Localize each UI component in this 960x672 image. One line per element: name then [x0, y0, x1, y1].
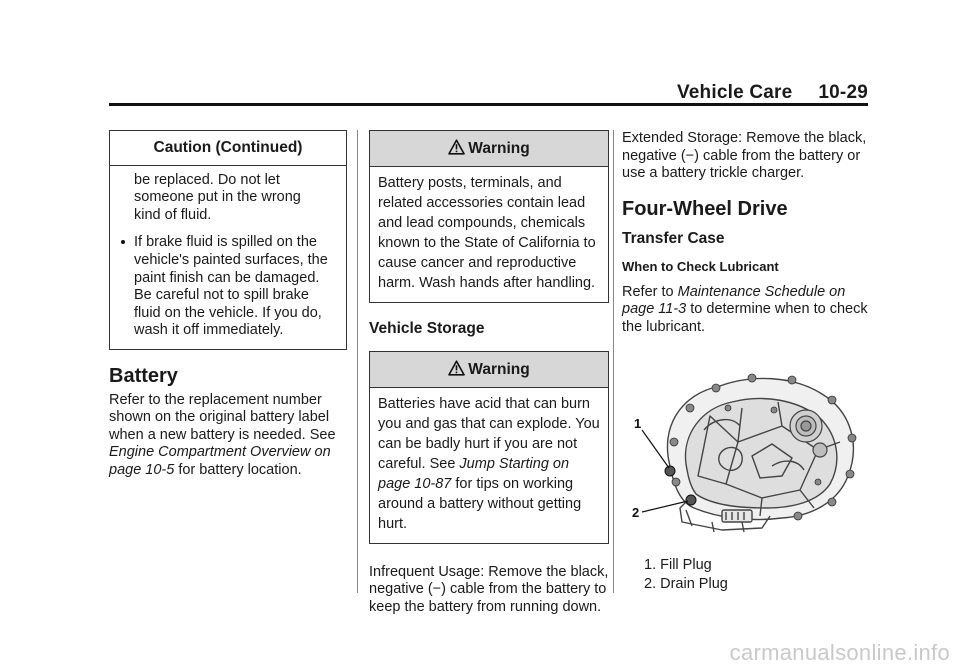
figure-legend [644, 556, 868, 594]
middle-column [369, 130, 609, 617]
warning-title [370, 352, 608, 388]
column-divider-right [613, 130, 614, 593]
warning-triangle-icon [448, 360, 465, 376]
jump-starting-link[interactable]: Jump Starting on page 10-87 [378, 455, 570, 492]
maintenance-schedule-link[interactable]: Maintenance Schedule on page 11-3 [622, 283, 846, 318]
transfer-case-illustration [622, 346, 868, 542]
warning-title-text: Warning [468, 361, 530, 379]
battery-text: Refer to the replacement number shown on the original battery label when a new battery is needed. See [109, 391, 336, 443]
legend-item: 2. Drain Plug [644, 575, 728, 592]
warning-text-after: for tips on working around a battery without getting hurt. [378, 475, 582, 532]
transfer-case-heading: Transfer Case [622, 230, 725, 248]
warning-box-lead [369, 130, 609, 303]
page-header [677, 82, 868, 104]
legend-item: 1. Fill Plug [644, 556, 712, 573]
caution-line: kind of fluid. [134, 206, 212, 223]
extended-storage-paragraph: Extended Storage: Remove the black, negative (−) cable from the battery or use a battery trickle charger. [622, 130, 867, 182]
caution-line: someone put in the wrong [134, 189, 301, 206]
vehicle-storage-heading: Vehicle Storage [369, 319, 485, 337]
when-to-check-heading: When to Check Lubricant [622, 258, 779, 274]
warning-body [370, 388, 608, 543]
page-number: 10-29 [818, 82, 868, 103]
callout-label: 1 [634, 416, 642, 432]
header-rule [109, 103, 868, 106]
four-wheel-drive-heading: Four-Wheel Drive [622, 197, 788, 220]
section-title: Vehicle Care [676, 82, 793, 103]
caution-bullet: If brake fluid is spilled on the vehicle's painted surfaces, the paint finish can be damaged. Be careful not to spill brake fluid on the vehicle. If you do, wash it off immediately. [134, 234, 336, 340]
lubricant-paragraph [622, 284, 868, 337]
warning-title-text: Warning [468, 140, 530, 157]
battery-paragraph [109, 392, 347, 480]
battery-heading: Battery [109, 364, 178, 387]
column-divider-left [357, 130, 358, 593]
callout-label: 2 [632, 505, 640, 521]
warning-body: Battery posts, terminals, and related accessories contain lead and lead compounds, chemicals known to the State of California to cause cancer and reproductive harm. Wash hands after handling. [378, 174, 596, 291]
warning-text: Batteries have acid that can burn you and gas that can explode. You can be badly hurt if you are not careful. See [378, 395, 600, 472]
warning-box-acid [369, 351, 609, 544]
transfer-case-figure [622, 346, 868, 548]
warning-title [370, 131, 608, 167]
watermark: carmanualsonline.info [729, 640, 950, 665]
engine-compartment-link[interactable]: Engine Compartment Overview on page 10-5 [109, 444, 331, 478]
battery-text-after: for battery location. [178, 461, 302, 478]
lubricant-text: Refer to [622, 283, 674, 300]
lubricant-text-after: to determine when to check the lubricant. [622, 301, 868, 335]
caution-box [109, 130, 347, 350]
right-column [622, 130, 868, 594]
infrequent-usage-paragraph: Infrequent Usage: Remove the black, negative (−) cable from the battery to keep the battery from running down. [369, 563, 609, 615]
caution-line: be replaced. Do not let [134, 171, 280, 188]
left-column [109, 130, 347, 480]
warning-triangle-icon [448, 139, 465, 155]
caution-title: Caution (Continued) [110, 131, 346, 166]
